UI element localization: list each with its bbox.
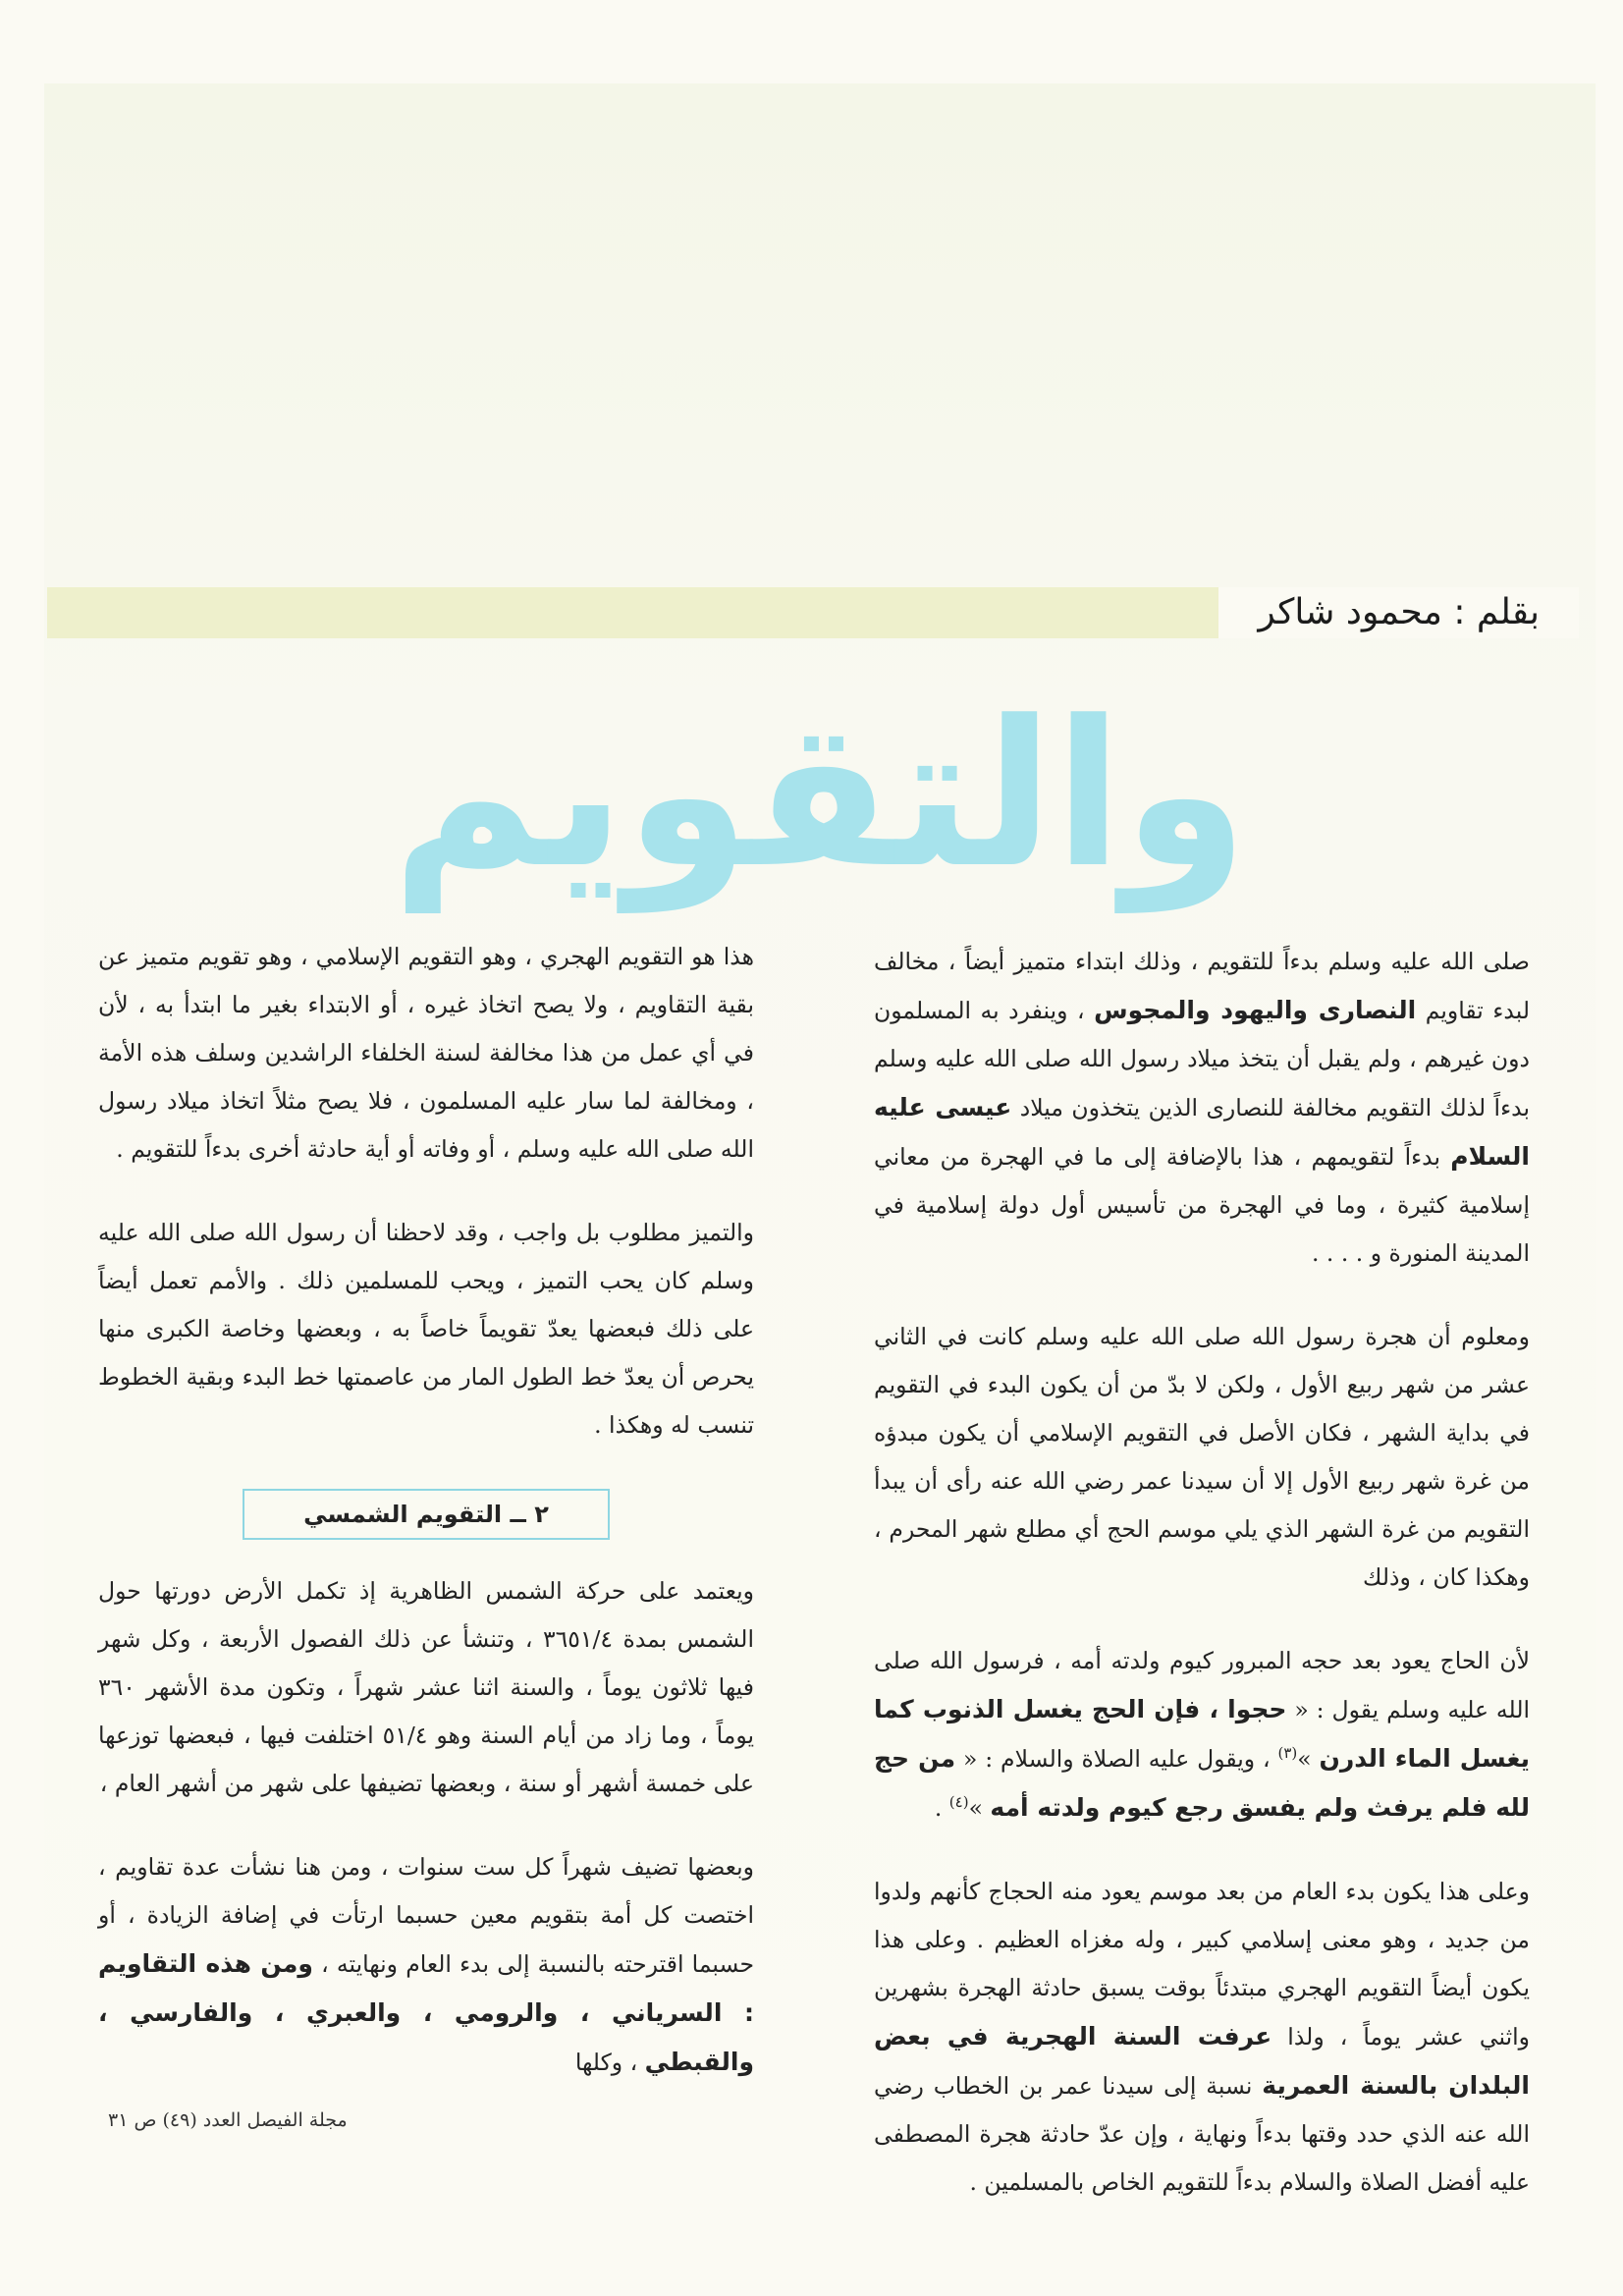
- left-paragraph-2: [98, 1209, 754, 1449]
- text-run: وعلى هذا يكون بدء العام من بعد موسم يعود منه الحجاج كأنهم ولدوا من جديد ، وهو معنى إسلامي كبير ، وله مغزاه العظيم . وعلى هذا يكون أيضاً التقويم الهجري مبتدئاً بوقت يسبق حادثة الهجرة بشهرين واثني عشر يوماً ، ولذا: [874, 1878, 1530, 2050]
- left-paragraph-4: [98, 1843, 754, 2087]
- footnote-marker: (٤): [948, 1793, 969, 1812]
- text-run: .: [934, 1794, 949, 1822]
- text-run: ، وكلها: [574, 2049, 645, 2076]
- text-run: نسبة إلى سيدنا عمر بن الخطاب رضي الله عنه الذي حدد وقتها بدءاً ونهاية ، وإن عدّ حادثة هجرة المصطفى عليه أفضل الصلاة والسلام بدءاً للتقويم الخاص بالمسلمين .: [874, 2072, 1530, 2196]
- page-footer: مجلة الفيصل العدد (٤٩) ص ٣١: [108, 2109, 348, 2131]
- left-column: [98, 933, 754, 2122]
- left-paragraph-3: [98, 1567, 754, 1808]
- article-title: والتقويم: [391, 679, 1249, 912]
- right-paragraph-1: [874, 938, 1530, 1278]
- footnote-marker: (٣): [1277, 1744, 1298, 1763]
- text-run: ، ويقول عليه الصلاة والسلام : «: [955, 1745, 1278, 1773]
- text-run: والتميز مطلوب بل واجب ، وقد لاحظنا أن رسول الله صلى الله عليه وسلم كان يحب التميز ، ويحب للمسلمين ذلك . والأمم تعمل أيضاً على ذلك فبعضها يعدّ تقويماً خاصاً به ، وبعضها وخاصة الكبرى منها يحرص أن يعدّ خط الطول المار من عاصمتها خط البدء وبقية الخطوط تنسب له وهكذا .: [98, 1219, 754, 1439]
- text-run: ومعلوم أن هجرة رسول الله صلى الله عليه وسلم كانت في الثاني عشر من شهر ربيع الأول ، ولكن لا بدّ من أن يكون البدء في التقويم في بداية الشهر ، فكان الأصل في التقويم الإسلامي أن يكون مبدؤه من غرة شهر ربيع الأول إلا أن سيدنا عمر رضي الله عنه رأى أن يبدأ التقويم من غرة الشهر الذي يلي موسم الحج أي مطلع شهر المحرم ، وهكذا كان ، وذلك: [874, 1323, 1530, 1591]
- emphasis-text: عيسى عليه السلام: [874, 1093, 1530, 1171]
- text-run: ، وينفرد به المسلمون دون غيرهم ، ولم يقبل أن يتخذ ميلاد رسول الله صلى الله عليه وسلم بدءاً لذلك التقويم مخالفة للنصارى الذين يتخذون ميلاد: [874, 997, 1530, 1121]
- text-run: »: [968, 1794, 991, 1822]
- text-run: بدءاً لتقويمهم ، هذا بالإضافة إلى ما في الهجرة من معاني إسلامية كثيرة ، وما في الهجرة من تأسيس أول دولة إسلامية في المدينة المنورة و . . . .: [874, 1143, 1530, 1267]
- emphasis-text: عرفت السنة الهجرية في بعض البلدان بالسنة العمرية: [874, 2022, 1530, 2100]
- byline: بقلم : محمود شاكر: [1218, 587, 1579, 638]
- text-run: هذا هو التقويم الهجري ، وهو التقويم الإسلامي ، وهو تقويم متميز عن بقية التقاويم ، ولا يصح اتخاذ غيره ، أو الابتداء بغير ما ابتدأ به ، لأن في أي عمل من هذا مخالفة لسنة الخلفاء الراشدين وسلف هذه الأمة ، ومخالفة لما سار عليه المسلمون ، فلا يصح مثلاً اتخاذ ميلاد رسول الله صلى الله عليه وسلم ، أو وفاته أو أية حادثة أخرى بدءاً للتقويم .: [98, 943, 754, 1163]
- right-paragraph-3: [874, 1637, 1530, 1832]
- emphasis-text: حجوا ، فإن الحج يغسل الذنوب كما يغسل الماء الدرن: [874, 1695, 1530, 1773]
- section-heading: ٢ ــ التقويم الشمسي: [243, 1489, 610, 1540]
- text-run: وبعضها تضيف شهراً كل ست سنوات ، ومن هنا نشأت عدة تقاويم ، اختصت كل أمة بتقويم معين حسبما ارتأت في إضافة الزيادة ، أو حسبما اقترحته بالنسبة إلى بدء العام ونهايته ،: [98, 1853, 754, 1978]
- emphasis-text: ومن هذه التقاويم : السرياني ، والرومي ، والعبري ، والفارسي ، والقبطي: [98, 1949, 754, 2076]
- byline-bar: [47, 587, 1579, 638]
- emphasis-text: النصارى واليهود والمجوس: [1094, 996, 1417, 1024]
- right-column: [874, 938, 1530, 2242]
- text-run: »: [1297, 1745, 1320, 1773]
- text-run: صلى الله عليه وسلم بدءاً للتقويم ، وذلك ابتداء متميز أيضاً ، مخالف لبدء تقاويم: [874, 948, 1530, 1024]
- left-paragraph-1: [98, 933, 754, 1174]
- right-paragraph-4: [874, 1868, 1530, 2207]
- right-paragraph-2: [874, 1313, 1530, 1602]
- text-run: لأن الحاج يعود بعد حجه المبرور كيوم ولدته أمه ، فرسول الله صلى الله عليه وسلم يقول : «: [874, 1647, 1531, 1723]
- text-run: ويعتمد على حركة الشمس الظاهرية إذ تكمل الأرض دورتها حول الشمس بمدة ٣٦٥١/٤ ، وتنشأ عن ذلك الفصول الأربعة ، وكل شهر فيها ثلاثون يوماً ، والسنة اثنا عشر شهراً ، وتكون مدة الأشهر ٣٦٠ يوماً ، وما زاد من أيام السنة وهو ٥١/٤ اختلفت فيها ، فبعضها توزعها على خمسة أشهر أو سنة ، وبعضها تضيفها على شهر من أشهر العام ،: [98, 1577, 754, 1797]
- emphasis-text: من حج لله فلم يرفث ولم يفسق رجع كيوم ولدته أمه: [874, 1744, 1530, 1822]
